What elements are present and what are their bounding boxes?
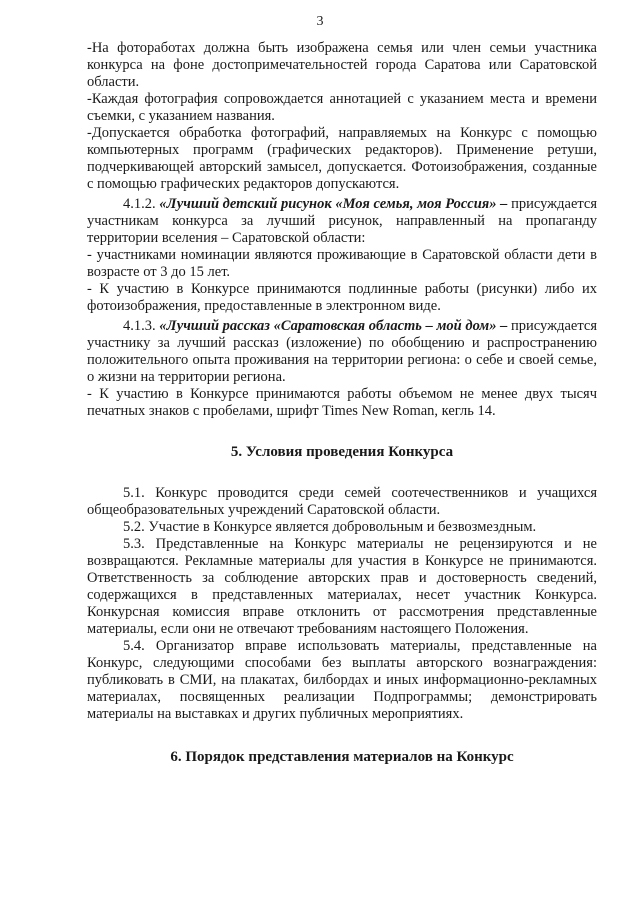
nomination-number: 4.1.2.: [123, 196, 156, 212]
paragraph-5-4: 5.4. Организатор вправе использовать материалы, представленные на Конкурс, следующими способами без выплаты авторского вознаграждения: публиковать в СМИ, на плакатах, билбордах и иных информационно-рекламных материалах, посвященных реализации Подпрограммы; демонстрировать материалы на выставках и других публичных мероприятиях.: [87, 638, 597, 722]
paragraph-story-requirements: - К участию в Конкурсе принимаются работы объемом не менее двух тысяч печатных знаков с пробелами, шрифт Times New Roman, кегль 14.: [87, 386, 597, 419]
document-body: [87, 40, 597, 766]
paragraph-drawing-participants: - участниками номинации являются проживающие в Саратовской области дети в возрасте от 3 до 15 лет.: [87, 247, 597, 280]
nomination-number: 4.1.3.: [123, 318, 156, 334]
section-heading-6: 6. Порядок представления материалов на Конкурс: [170, 749, 514, 765]
paragraph-drawing-works: - К участию в Конкурсе принимаются подлинные работы (рисунки) либо их фотоизображения, предоставленные в электронном виде.: [87, 281, 597, 314]
nomination-title: «Лучший детский рисунок «Моя семья, моя Россия» –: [159, 196, 508, 212]
paragraph-5-3: 5.3. Представленные на Конкурс материалы не рецензируются и не возвращаются. Рекламные материалы для участия в Конкурсе не принимаются. Ответственность за соблюдение авторских прав и достоверность сведений, содержащихся в представленных материалах, несет участник Конкурса. Конкурсная комиссия вправе отклонить от рассмотрения представленные материалы, если они не отвечают требованиям настоящего Положения.: [87, 536, 597, 637]
nomination-4-1-2: [87, 196, 597, 247]
page-number: 3: [316, 14, 324, 29]
paragraph-photo-editing: -Допускается обработка фотографий, направляемых на Конкурс с помощью компьютерных программ (графических редакторов). Применение ретуши, подчеркивающей авторский замысел, допускается. Фотоизображения, созданные с помощью графических редакторов допускаются.: [87, 125, 597, 192]
nomination-4-1-3: [87, 318, 597, 386]
nomination-text: присуждается участникам конкурса за лучший рисунок, направленный на пропаганду территории вселения – Саратовской области:: [87, 196, 598, 246]
section-heading-5: 5. Условия проведения Конкурса: [230, 444, 454, 460]
nomination-title: «Лучший рассказ «Саратовская область – мой дом» –: [159, 318, 508, 334]
paragraph-photo-annotation: -Каждая фотография сопровождается аннотацией с указанием места и времени съемки, с указанием названия.: [87, 91, 597, 124]
paragraph-photo-subject: -На фотоработах должна быть изображена семья или член семьи участника конкурса на фоне достопримечательностей города Саратова или Саратовской области.: [87, 40, 597, 90]
paragraph-5-1: 5.1. Конкурс проводится среди семей соотечественников и учащихся общеобразовательных учреждений Саратовской области.: [87, 485, 597, 518]
paragraph-5-2: 5.2. Участие в Конкурсе является добровольным и безвозмездным.: [123, 519, 537, 535]
nomination-text: присуждается участнику за лучший рассказ (изложение) по обобщению и распространению положительного опыта проживания на территории региона: о себе и своей семье, о жизни на территории региона.: [87, 318, 597, 385]
